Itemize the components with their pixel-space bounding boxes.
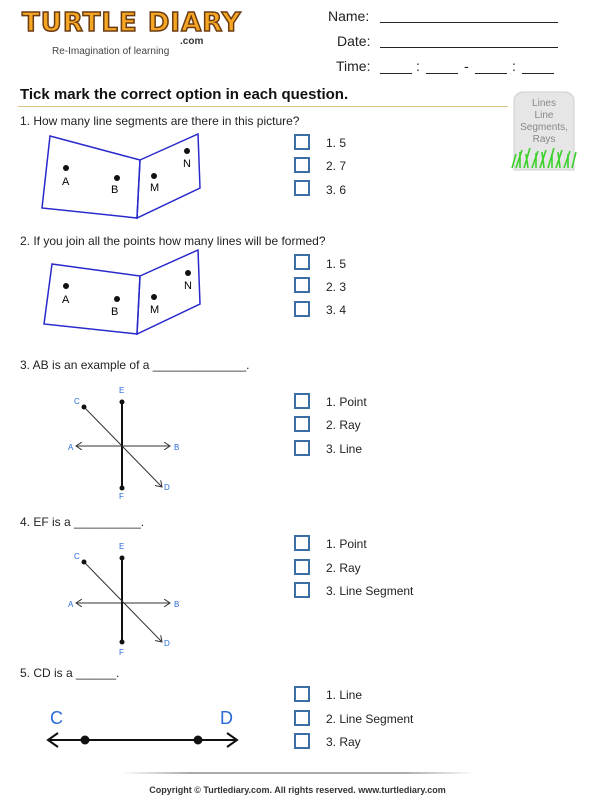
point-label: B — [174, 600, 180, 609]
point-label: F — [119, 492, 124, 501]
point-label: E — [119, 542, 125, 551]
q3-option-2-checkbox[interactable] — [294, 416, 310, 432]
point-label: E — [119, 386, 125, 395]
footer-divider — [120, 772, 475, 774]
q2-option-1-label: 1. 5 — [326, 257, 347, 271]
question-5-text: 5. CD is a ______. — [20, 666, 120, 680]
footer-copyright: Copyright © Turtlediary.com. All rights reserved. www.turtlediary.com — [149, 785, 446, 795]
q4-option-1-label: 1. Point — [326, 537, 367, 551]
question-2-figure — [40, 246, 215, 336]
topic-tab-line3: Segments, — [520, 122, 568, 133]
q4-option-1-checkbox[interactable] — [294, 535, 310, 551]
name-label: Name: — [328, 8, 370, 24]
name-field[interactable] — [380, 22, 558, 23]
time-end-hour-field[interactable] — [475, 73, 507, 74]
q4-option-3-checkbox[interactable] — [294, 582, 310, 598]
q1-option-1-checkbox[interactable] — [294, 134, 310, 150]
q5-option-3-label: 3. Ray — [326, 735, 361, 749]
q3-option-1-checkbox[interactable] — [294, 393, 310, 409]
point-label: A — [62, 294, 70, 306]
q2-option-3-label: 3. 4 — [326, 303, 347, 317]
q1-option-1-label: 1. 5 — [326, 136, 347, 150]
q2-option-2-label: 2. 3 — [326, 280, 347, 294]
time-end-minute-field[interactable] — [522, 73, 554, 74]
q1-option-2-label: 2. 7 — [326, 159, 347, 173]
topic-tab-line2: Line — [534, 110, 554, 121]
point-label: B — [111, 184, 119, 196]
q3-option-2-label: 2. Ray — [326, 418, 361, 432]
q5-option-3-checkbox[interactable] — [294, 733, 310, 749]
point-label: B — [174, 443, 180, 452]
point-label: C — [74, 552, 80, 561]
point-label: M — [150, 304, 160, 316]
q3-option-3-label: 3. Line — [326, 442, 363, 456]
time-separator: : — [416, 58, 420, 74]
point-label: A — [62, 176, 70, 188]
point-label: N — [184, 280, 192, 292]
q3-option-1-label: 1. Point — [326, 395, 367, 409]
topic-tab-line1: Lines — [532, 98, 556, 109]
question-5-figure — [40, 706, 245, 754]
question-4-figure — [64, 538, 189, 660]
q2-option-3-checkbox[interactable] — [294, 301, 310, 317]
question-4-text: 4. EF is a __________. — [20, 515, 145, 529]
topic-tab-graphic — [510, 88, 578, 174]
question-1-text: 1. How many line segments are there in this picture? — [20, 114, 300, 128]
date-label: Date: — [337, 33, 371, 49]
point-label: D — [220, 708, 233, 728]
time-separator: : — [512, 58, 516, 74]
q4-option-2-checkbox[interactable] — [294, 559, 310, 575]
q1-option-3-label: 3. 6 — [326, 183, 347, 197]
q1-option-2-checkbox[interactable] — [294, 157, 310, 173]
q2-option-2-checkbox[interactable] — [294, 277, 310, 293]
topic-tab — [510, 88, 578, 174]
point-label: A — [68, 443, 74, 452]
point-label: C — [74, 397, 80, 406]
point-label: D — [164, 639, 170, 648]
brand-suffix: .com — [180, 36, 204, 47]
q2-option-1-checkbox[interactable] — [294, 254, 310, 270]
brand-tagline: Re-Imagination of learning — [52, 46, 170, 57]
point-label: F — [119, 648, 124, 657]
time-dash: - — [464, 58, 469, 74]
question-3-text: 3. AB is an example of a ______________. — [20, 358, 250, 372]
q5-option-2-checkbox[interactable] — [294, 710, 310, 726]
q5-option-1-label: 1. Line — [326, 688, 363, 702]
title-divider — [18, 106, 508, 107]
question-3-figure — [64, 382, 189, 504]
question-1-figure — [40, 130, 215, 220]
brand-logo: TURTLE DIARY — [22, 8, 242, 38]
time-hour-field[interactable] — [380, 73, 412, 74]
q3-option-3-checkbox[interactable] — [294, 440, 310, 456]
time-label: Time: — [336, 58, 371, 74]
q1-option-3-checkbox[interactable] — [294, 180, 310, 196]
date-field[interactable] — [380, 47, 558, 48]
point-label: C — [50, 708, 63, 728]
q5-option-1-checkbox[interactable] — [294, 686, 310, 702]
question-2-text: 2. If you join all the points how many lines will be formed? — [20, 234, 326, 248]
point-label: B — [111, 306, 119, 318]
q4-option-3-label: 3. Line Segment — [326, 584, 414, 598]
point-label: D — [164, 483, 170, 492]
point-label: N — [183, 158, 191, 170]
point-label: M — [150, 182, 160, 194]
q5-option-2-label: 2. Line Segment — [326, 712, 414, 726]
time-minute-field[interactable] — [426, 73, 458, 74]
q4-option-2-label: 2. Ray — [326, 561, 361, 575]
instructions-heading: Tick mark the correct option in each question. — [20, 86, 349, 103]
topic-tab-line4: Rays — [532, 134, 556, 145]
point-label: A — [68, 600, 74, 609]
